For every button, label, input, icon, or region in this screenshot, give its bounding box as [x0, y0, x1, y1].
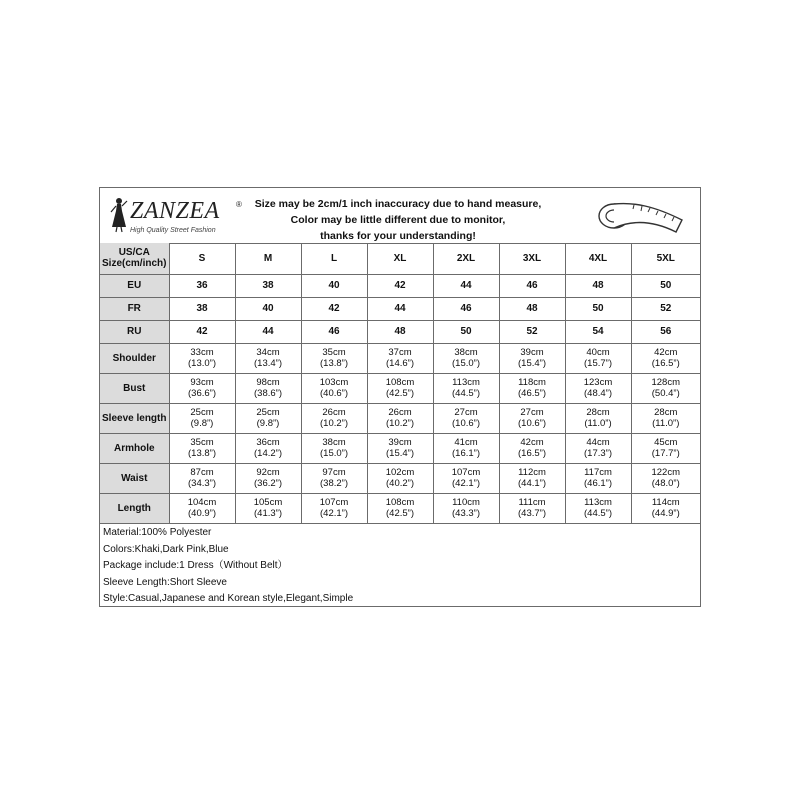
measurement-cm: 107cm	[319, 497, 349, 508]
measurement-row	[100, 403, 700, 433]
measurement-cell	[433, 493, 499, 523]
region-size-cell: 56	[631, 320, 700, 343]
size-header-row	[100, 243, 700, 274]
measurement-cm: 110cm	[452, 497, 480, 508]
measurement-inch: (15.7”)	[584, 358, 612, 369]
measurement-inch: (40.6”)	[320, 388, 348, 399]
measurement-cell	[367, 463, 433, 493]
measurement-cell	[367, 373, 433, 403]
region-size-cell: 46	[433, 297, 499, 320]
region-size-cell: 52	[499, 320, 565, 343]
measurement-inch: (14.6”)	[386, 358, 414, 369]
measurement-cell	[631, 463, 700, 493]
measurement-row	[100, 373, 700, 403]
measurement-inch: (40.9”)	[188, 508, 216, 519]
measurement-cell	[565, 403, 631, 433]
measurement-inch: (43.7”)	[518, 508, 546, 519]
measurement-inch: (41.3”)	[254, 508, 282, 519]
measurement-cell	[235, 463, 301, 493]
measurement-inch: (10.2”)	[386, 418, 414, 429]
region-size-cell: 50	[433, 320, 499, 343]
measurement-inch: (42.1”)	[320, 508, 348, 519]
measurement-cm: 117cm	[584, 467, 612, 478]
measurement-cell	[433, 403, 499, 433]
measurement-inch: (10.6”)	[518, 418, 546, 429]
region-size-cell: 52	[631, 297, 700, 320]
notice-line: thanks for your understanding!	[320, 230, 476, 242]
measurement-cm: 25cm	[256, 407, 280, 418]
size-label: 4XL	[565, 243, 631, 274]
region-label: RU	[100, 320, 169, 343]
measurement-cm: 28cm	[654, 407, 678, 418]
measurement-cell	[565, 373, 631, 403]
measurement-cell	[499, 343, 565, 373]
measurement-inch: (15.0”)	[320, 448, 348, 459]
measurement-inch: (16.5”)	[651, 358, 680, 369]
measurement-cell	[235, 343, 301, 373]
corner-cell	[100, 243, 169, 274]
measurement-cell	[499, 433, 565, 463]
measurement-cm: 37cm	[388, 347, 412, 358]
measurement-label: Bust	[100, 373, 169, 403]
measurement-label: Sleeve length	[100, 403, 169, 433]
measurement-inch: (13.0”)	[188, 358, 216, 369]
measurement-notice	[248, 196, 548, 244]
measurement-cm: 27cm	[520, 407, 544, 418]
measurement-cm: 118cm	[518, 377, 546, 388]
measurement-cell	[235, 493, 301, 523]
measurement-inch: (9.8”)	[256, 418, 280, 429]
measurement-inch: (11.0”)	[652, 418, 680, 429]
measurement-inch: (15.4”)	[386, 448, 414, 459]
measurement-cell	[499, 373, 565, 403]
measurement-inch: (38.6”)	[254, 388, 282, 399]
measurement-cm: 33cm	[190, 347, 214, 358]
measurement-label: Length	[100, 493, 169, 523]
measurement-cm: 114cm	[651, 497, 680, 508]
measurement-cm: 104cm	[187, 497, 217, 508]
measurement-cell	[301, 493, 367, 523]
info-colors: Colors:Khaki,Dark Pink,Blue	[103, 543, 229, 555]
measurement-cell	[367, 433, 433, 463]
measurement-cell	[499, 463, 565, 493]
measurement-cell	[631, 433, 700, 463]
measurement-inch: (46.1”)	[584, 478, 612, 489]
measurement-cell	[499, 403, 565, 433]
measurement-cm: 103cm	[319, 377, 349, 388]
measurement-cm: 97cm	[322, 467, 346, 478]
measurement-rows	[100, 343, 700, 523]
measurement-cell	[631, 343, 700, 373]
measurement-inch: (48.4”)	[584, 388, 612, 399]
region-size-cell: 48	[367, 320, 433, 343]
notice-line: Color may be little different due to monitor,	[290, 214, 506, 226]
measurement-inch: (13.8”)	[188, 448, 216, 459]
size-label: XL	[367, 243, 433, 274]
measurement-inch: (43.3”)	[452, 508, 480, 519]
measurement-label: Waist	[100, 463, 169, 493]
measurement-inch: (9.8”)	[190, 418, 214, 429]
measurement-inch: (15.0”)	[452, 358, 480, 369]
info-package: Package include:1 Dress（Without Belt）	[103, 560, 288, 571]
measurement-cell	[631, 373, 700, 403]
measurement-inch: (17.7”)	[651, 448, 680, 459]
region-size-cell: 44	[367, 297, 433, 320]
measurement-cm: 87cm	[190, 467, 214, 478]
brand-name: ZANZEA	[130, 198, 220, 224]
measurement-cell	[235, 433, 301, 463]
measurement-cm: 128cm	[651, 377, 680, 388]
measurement-inch: (48.0”)	[651, 478, 680, 489]
registered-mark: ®	[236, 200, 242, 209]
region-label: FR	[100, 297, 169, 320]
region-size-cell: 42	[301, 297, 367, 320]
measurement-cell	[367, 403, 433, 433]
measurement-inch: (17.3”)	[584, 448, 612, 459]
measurement-cm: 40cm	[586, 347, 610, 358]
region-size-cell: 42	[367, 274, 433, 297]
measurement-cm: 102cm	[385, 467, 415, 478]
measurement-cell	[169, 433, 235, 463]
measurement-cm: 34cm	[256, 347, 280, 358]
measurement-inch: (44.9”)	[651, 508, 680, 519]
measurement-cm: 38cm	[454, 347, 478, 358]
measuring-tape-icon	[594, 190, 686, 242]
measurement-cm: 42cm	[654, 347, 678, 358]
measurement-row	[100, 433, 700, 463]
measurement-cm: 113cm	[452, 377, 480, 388]
measurement-cell	[631, 403, 700, 433]
measurement-cm: 36cm	[256, 437, 280, 448]
region-rows	[100, 274, 700, 343]
measurement-cm: 105cm	[253, 497, 283, 508]
region-size-cell: 36	[169, 274, 235, 297]
measurement-cm: 98cm	[256, 377, 280, 388]
region-size-cell: 40	[235, 297, 301, 320]
measurement-cell	[301, 373, 367, 403]
measurement-cm: 92cm	[256, 467, 280, 478]
measurement-inch: (38.2”)	[320, 478, 348, 489]
size-table	[100, 243, 700, 524]
size-label: M	[235, 243, 301, 274]
measurement-cell	[301, 343, 367, 373]
measurement-cm: 39cm	[388, 437, 412, 448]
measurement-cm: 45cm	[654, 437, 678, 448]
measurement-cm: 38cm	[322, 437, 346, 448]
measurement-inch: (50.4”)	[651, 388, 680, 399]
measurement-inch: (13.4”)	[254, 358, 282, 369]
measurement-cm: 122cm	[651, 467, 680, 478]
measurement-inch: (15.4”)	[518, 358, 546, 369]
measurement-cell	[169, 373, 235, 403]
region-size-cell: 42	[169, 320, 235, 343]
measurement-cm: 44cm	[586, 437, 610, 448]
size-chart	[99, 187, 701, 607]
measurement-inch: (42.5”)	[386, 508, 414, 519]
measurement-cell	[169, 343, 235, 373]
measurement-cm: 108cm	[385, 377, 415, 388]
measurement-cm: 39cm	[520, 347, 544, 358]
measurement-inch: (10.2”)	[320, 418, 348, 429]
dress-silhouette-icon	[108, 197, 130, 233]
chart-header	[100, 188, 700, 244]
measurement-cell	[565, 493, 631, 523]
brand-logo	[106, 194, 256, 238]
measurement-inch: (42.1”)	[452, 478, 480, 489]
measurement-inch: (36.6”)	[188, 388, 216, 399]
measurement-cm: 107cm	[451, 467, 481, 478]
measurement-cell	[433, 463, 499, 493]
measurement-cm: 112cm	[518, 467, 546, 478]
region-row	[100, 274, 700, 297]
measurement-cm: 113cm	[584, 497, 612, 508]
region-size-cell: 54	[565, 320, 631, 343]
measurement-cell	[169, 463, 235, 493]
region-size-cell: 38	[169, 297, 235, 320]
info-sleeve-length: Sleeve Length:Short Sleeve	[103, 576, 227, 588]
measurement-inch: (16.5”)	[518, 448, 546, 459]
region-size-cell: 50	[631, 274, 700, 297]
size-label: S	[169, 243, 235, 274]
measurement-cell	[433, 343, 499, 373]
measurement-inch: (44.1”)	[518, 478, 546, 489]
region-size-cell: 40	[301, 274, 367, 297]
corner-label-unit: Size(cm/inch)	[102, 258, 167, 270]
measurement-cm: 108cm	[385, 497, 415, 508]
measurement-inch: (34.3”)	[188, 478, 216, 489]
measurement-cell	[565, 463, 631, 493]
measurement-cell	[169, 403, 235, 433]
measurement-cm: 93cm	[190, 377, 214, 388]
brand-tagline: High Quality Street Fashion	[130, 227, 216, 234]
measurement-cell	[301, 403, 367, 433]
measurement-label: Armhole	[100, 433, 169, 463]
measurement-cell	[301, 463, 367, 493]
measurement-inch: (46.5”)	[518, 388, 546, 399]
measurement-inch: (36.2”)	[254, 478, 282, 489]
measurement-cell	[565, 433, 631, 463]
measurement-cell	[169, 493, 235, 523]
measurement-inch: (13.8”)	[320, 358, 348, 369]
region-size-cell: 44	[235, 320, 301, 343]
region-size-cell: 50	[565, 297, 631, 320]
measurement-cm: 25cm	[190, 407, 214, 418]
measurement-cell	[367, 493, 433, 523]
measurement-cm: 27cm	[454, 407, 478, 418]
measurement-inch: (10.6”)	[452, 418, 480, 429]
measurement-cell	[499, 493, 565, 523]
corner-label-region: US/CA	[118, 247, 150, 259]
measurement-cm: 123cm	[583, 377, 613, 388]
measurement-cell	[367, 343, 433, 373]
region-size-cell: 48	[565, 274, 631, 297]
measurement-cell	[301, 433, 367, 463]
measurement-row	[100, 343, 700, 373]
measurement-cm: 35cm	[190, 437, 214, 448]
info-material: Material:100% Polyester	[103, 527, 212, 538]
region-label: EU	[100, 274, 169, 297]
size-label: L	[301, 243, 367, 274]
region-row	[100, 297, 700, 320]
measurement-label: Shoulder	[100, 343, 169, 373]
measurement-inch: (44.5”)	[452, 388, 480, 399]
measurement-cm: 28cm	[586, 407, 610, 418]
measurement-cell	[235, 373, 301, 403]
size-label: 2XL	[433, 243, 499, 274]
measurement-cell	[631, 493, 700, 523]
measurement-cm: 42cm	[520, 437, 544, 448]
region-size-cell: 38	[235, 274, 301, 297]
size-label: 5XL	[631, 243, 700, 274]
measurement-cm: 26cm	[388, 407, 412, 418]
measurement-cell	[235, 403, 301, 433]
measurement-inch: (16.1”)	[452, 448, 480, 459]
region-size-cell: 48	[499, 297, 565, 320]
region-size-cell: 44	[433, 274, 499, 297]
measurement-cell	[433, 373, 499, 403]
info-style: Style:Casual,Japanese and Korean style,Elegant,Simple	[103, 593, 354, 604]
region-size-cell: 46	[499, 274, 565, 297]
region-size-cell: 46	[301, 320, 367, 343]
measurement-cm: 111cm	[518, 497, 546, 508]
measurement-inch: (40.2”)	[386, 478, 414, 489]
measurement-row	[100, 493, 700, 523]
measurement-cm: 41cm	[454, 437, 478, 448]
measurement-inch: (11.0”)	[584, 418, 612, 429]
size-label: 3XL	[499, 243, 565, 274]
measurement-row	[100, 463, 700, 493]
region-row	[100, 320, 700, 343]
measurement-inch: (42.5”)	[386, 388, 414, 399]
measurement-inch: (44.5”)	[584, 508, 612, 519]
measurement-cm: 35cm	[322, 347, 346, 358]
product-info	[103, 525, 699, 608]
measurement-inch: (14.2”)	[254, 448, 282, 459]
measurement-cm: 26cm	[322, 407, 346, 418]
measurement-cell	[433, 433, 499, 463]
notice-line: Size may be 2cm/1 inch inaccuracy due to hand measure,	[254, 198, 542, 210]
measurement-cell	[565, 343, 631, 373]
